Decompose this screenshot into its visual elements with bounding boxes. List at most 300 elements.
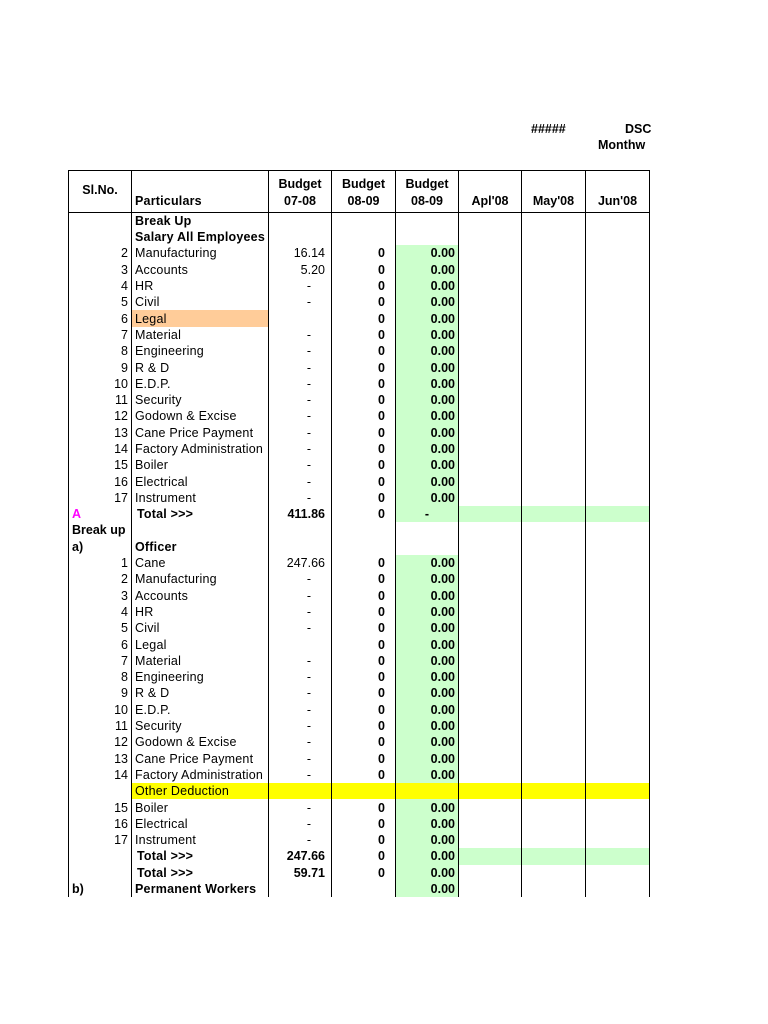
cell-sl[interactable]: 8 [69,343,132,359]
cell-apr[interactable] [459,816,522,832]
cell-budget-0809[interactable]: 0 [332,327,396,343]
cell-budget-0708[interactable]: - [269,653,332,669]
cell-particulars[interactable]: HR [132,604,269,620]
cell-budget-0809[interactable]: 0 [332,848,396,864]
cell-jun[interactable] [586,229,650,245]
cell-budget-0708[interactable] [269,522,332,538]
cell-sl[interactable]: 1 [69,555,132,571]
cell-budget-0809-b[interactable]: 0.00 [396,799,459,815]
cell-jun[interactable] [586,783,650,799]
cell-may[interactable] [522,457,586,473]
cell-budget-0809[interactable]: 0 [332,359,396,375]
cell-budget-0809[interactable]: 0 [332,555,396,571]
col-header-budget-0809-b[interactable]: Budget 08-09 [396,171,459,213]
cell-apr[interactable] [459,294,522,310]
cell-jun[interactable] [586,457,650,473]
cell-budget-0809-b[interactable]: 0.00 [396,604,459,620]
cell-budget-0809[interactable]: 0 [332,751,396,767]
cell-sl[interactable] [69,213,132,230]
cell-sl[interactable]: a) [69,539,132,555]
cell-budget-0809[interactable]: 0 [332,636,396,652]
cell-jun[interactable] [586,539,650,555]
cell-budget-0708[interactable]: - [269,734,332,750]
cell-budget-0708[interactable]: - [269,702,332,718]
cell-budget-0809[interactable]: 0 [332,799,396,815]
cell-particulars[interactable]: R & D [132,685,269,701]
cell-may[interactable] [522,799,586,815]
cell-particulars[interactable]: Legal [132,310,269,326]
cell-apr[interactable] [459,555,522,571]
cell-jun[interactable] [586,881,650,897]
cell-budget-0809-b[interactable]: 0.00 [396,262,459,278]
cell-apr[interactable] [459,588,522,604]
cell-budget-0708[interactable]: - [269,294,332,310]
cell-jun[interactable] [586,669,650,685]
cell-budget-0708[interactable] [269,310,332,326]
cell-may[interactable] [522,343,586,359]
cell-apr[interactable] [459,751,522,767]
cell-budget-0809-b[interactable]: 0.00 [396,376,459,392]
cell-budget-0809[interactable]: 0 [332,718,396,734]
cell-jun[interactable] [586,245,650,261]
cell-particulars[interactable]: Electrical [132,473,269,489]
cell-apr[interactable] [459,359,522,375]
cell-budget-0809-b[interactable]: 0.00 [396,571,459,587]
cell-apr[interactable] [459,408,522,424]
cell-may[interactable] [522,490,586,506]
col-header-may[interactable]: May'08 [522,171,586,213]
cell-jun[interactable] [586,441,650,457]
cell-jun[interactable] [586,604,650,620]
cell-budget-0809[interactable]: 0 [332,490,396,506]
cell-may[interactable] [522,636,586,652]
cell-sl[interactable]: 4 [69,278,132,294]
cell-particulars[interactable]: Accounts [132,262,269,278]
cell-jun[interactable] [586,359,650,375]
cell-particulars[interactable]: Civil [132,294,269,310]
cell-budget-0708[interactable]: - [269,718,332,734]
cell-may[interactable] [522,685,586,701]
cell-apr[interactable] [459,343,522,359]
cell-jun[interactable] [586,278,650,294]
cell-budget-0809-b[interactable]: 0.00 [396,294,459,310]
cell-budget-0708[interactable]: - [269,490,332,506]
cell-jun[interactable] [586,588,650,604]
cell-budget-0708[interactable]: - [269,620,332,636]
cell-apr[interactable] [459,473,522,489]
cell-budget-0809[interactable]: 0 [332,343,396,359]
cell-particulars[interactable]: Engineering [132,343,269,359]
cell-may[interactable] [522,767,586,783]
cell-budget-0809-b[interactable]: - [396,506,459,522]
cell-budget-0809-b[interactable]: 0.00 [396,310,459,326]
cell-budget-0708[interactable]: - [269,685,332,701]
cell-apr[interactable] [459,865,522,881]
cell-budget-0809[interactable] [332,229,396,245]
cell-particulars[interactable]: E.D.P. [132,376,269,392]
cell-apr[interactable] [459,718,522,734]
cell-sl[interactable]: 4 [69,604,132,620]
cell-budget-0708[interactable]: 247.66 [269,848,332,864]
cell-sl[interactable]: 3 [69,588,132,604]
cell-budget-0809[interactable]: 0 [332,441,396,457]
cell-may[interactable] [522,571,586,587]
cell-budget-0809-b[interactable]: 0.00 [396,865,459,881]
cell-apr[interactable] [459,685,522,701]
cell-particulars[interactable]: Security [132,718,269,734]
cell-may[interactable] [522,555,586,571]
cell-particulars[interactable]: Total >>> [132,506,269,522]
cell-budget-0708[interactable]: - [269,816,332,832]
cell-budget-0809[interactable]: 0 [332,816,396,832]
cell-particulars[interactable]: Instrument [132,490,269,506]
cell-budget-0809[interactable]: 0 [332,669,396,685]
cell-budget-0708[interactable]: - [269,767,332,783]
cell-jun[interactable] [586,832,650,848]
cell-budget-0809-b[interactable]: 0.00 [396,669,459,685]
cell-particulars[interactable]: Cane Price Payment [132,425,269,441]
cell-budget-0809-b[interactable]: 0.00 [396,702,459,718]
cell-budget-0809-b[interactable]: 0.00 [396,359,459,375]
cell-apr[interactable] [459,702,522,718]
cell-apr[interactable] [459,848,522,864]
cell-jun[interactable] [586,734,650,750]
cell-sl[interactable]: b) [69,881,132,897]
cell-budget-0708[interactable]: 247.66 [269,555,332,571]
cell-particulars[interactable]: Legal [132,636,269,652]
cell-budget-0708[interactable]: - [269,376,332,392]
cell-particulars[interactable]: Other Deduction [132,783,269,799]
cell-sl[interactable]: 2 [69,571,132,587]
cell-sl[interactable]: 8 [69,669,132,685]
cell-sl[interactable]: Break up [69,522,132,538]
cell-apr[interactable] [459,245,522,261]
cell-may[interactable] [522,832,586,848]
cell-may[interactable] [522,588,586,604]
cell-particulars[interactable]: Electrical [132,816,269,832]
cell-apr[interactable] [459,767,522,783]
cell-budget-0809-b[interactable]: 0.00 [396,245,459,261]
cell-particulars[interactable]: Factory Administration [132,767,269,783]
col-header-sl[interactable]: Sl.No. [69,171,132,213]
cell-apr[interactable] [459,425,522,441]
cell-jun[interactable] [586,685,650,701]
cell-jun[interactable] [586,620,650,636]
cell-budget-0809[interactable]: 0 [332,620,396,636]
cell-apr[interactable] [459,392,522,408]
cell-budget-0809-b[interactable]: 0.00 [396,555,459,571]
cell-particulars[interactable]: Salary All Employees [132,229,269,245]
cell-apr[interactable] [459,229,522,245]
cell-budget-0809-b[interactable]: 0.00 [396,767,459,783]
cell-apr[interactable] [459,213,522,230]
cell-sl[interactable] [69,783,132,799]
cell-budget-0809[interactable]: 0 [332,457,396,473]
cell-may[interactable] [522,751,586,767]
cell-budget-0809-b[interactable] [396,229,459,245]
cell-budget-0809-b[interactable]: 0.00 [396,392,459,408]
cell-budget-0708[interactable]: - [269,604,332,620]
cell-budget-0708[interactable]: 5.20 [269,262,332,278]
cell-sl[interactable]: 7 [69,327,132,343]
cell-budget-0708[interactable]: - [269,571,332,587]
cell-sl[interactable]: 6 [69,310,132,326]
cell-budget-0809-b[interactable]: 0.00 [396,816,459,832]
cell-may[interactable] [522,669,586,685]
cell-may[interactable] [522,865,586,881]
cell-particulars[interactable]: Civil [132,620,269,636]
cell-budget-0809-b[interactable]: 0.00 [396,881,459,897]
cell-budget-0809[interactable]: 0 [332,408,396,424]
cell-budget-0708[interactable]: - [269,278,332,294]
cell-may[interactable] [522,408,586,424]
cell-budget-0809-b[interactable]: 0.00 [396,473,459,489]
cell-budget-0809-b[interactable]: 0.00 [396,832,459,848]
cell-budget-0809-b[interactable]: 0.00 [396,751,459,767]
cell-sl[interactable] [69,848,132,864]
cell-may[interactable] [522,848,586,864]
cell-apr[interactable] [459,310,522,326]
cell-sl[interactable]: 13 [69,751,132,767]
cell-may[interactable] [522,310,586,326]
cell-budget-0809[interactable] [332,539,396,555]
cell-jun[interactable] [586,522,650,538]
col-header-budget-0809[interactable]: Budget 08-09 [332,171,396,213]
cell-sl[interactable]: 16 [69,816,132,832]
cell-jun[interactable] [586,718,650,734]
cell-jun[interactable] [586,473,650,489]
cell-sl[interactable]: A [69,506,132,522]
cell-apr[interactable] [459,881,522,897]
cell-budget-0809[interactable]: 0 [332,294,396,310]
cell-budget-0708[interactable]: - [269,408,332,424]
cell-apr[interactable] [459,262,522,278]
cell-particulars[interactable]: Boiler [132,799,269,815]
cell-budget-0809[interactable]: 0 [332,702,396,718]
cell-apr[interactable] [459,506,522,522]
cell-budget-0708[interactable]: 59.71 [269,865,332,881]
cell-budget-0809[interactable] [332,783,396,799]
cell-particulars[interactable]: Manufacturing [132,571,269,587]
cell-budget-0809-b[interactable]: 0.00 [396,636,459,652]
cell-apr[interactable] [459,490,522,506]
cell-budget-0809[interactable]: 0 [332,392,396,408]
cell-budget-0809-b[interactable]: 0.00 [396,685,459,701]
cell-may[interactable] [522,620,586,636]
cell-may[interactable] [522,441,586,457]
cell-budget-0809[interactable]: 0 [332,376,396,392]
cell-may[interactable] [522,245,586,261]
cell-jun[interactable] [586,490,650,506]
cell-may[interactable] [522,604,586,620]
cell-budget-0708[interactable] [269,229,332,245]
cell-may[interactable] [522,702,586,718]
cell-particulars[interactable]: Accounts [132,588,269,604]
cell-apr[interactable] [459,278,522,294]
cell-sl[interactable] [69,865,132,881]
cell-budget-0809-b[interactable]: 0.00 [396,653,459,669]
cell-budget-0809-b[interactable]: 0.00 [396,343,459,359]
cell-budget-0708[interactable] [269,213,332,230]
cell-budget-0708[interactable]: - [269,799,332,815]
cell-may[interactable] [522,506,586,522]
cell-may[interactable] [522,294,586,310]
cell-sl[interactable]: 3 [69,262,132,278]
cell-particulars[interactable]: Factory Administration [132,441,269,457]
cell-particulars[interactable]: Cane Price Payment [132,751,269,767]
cell-budget-0708[interactable]: - [269,588,332,604]
cell-particulars[interactable]: E.D.P. [132,702,269,718]
cell-particulars[interactable]: HR [132,278,269,294]
cell-budget-0809-b[interactable]: 0.00 [396,490,459,506]
col-header-apr[interactable]: Apl'08 [459,171,522,213]
cell-budget-0809[interactable]: 0 [332,425,396,441]
cell-jun[interactable] [586,213,650,230]
cell-sl[interactable]: 10 [69,376,132,392]
cell-particulars[interactable]: Engineering [132,669,269,685]
cell-sl[interactable]: 15 [69,799,132,815]
cell-budget-0809[interactable]: 0 [332,473,396,489]
cell-budget-0809-b[interactable]: 0.00 [396,718,459,734]
cell-budget-0809-b[interactable]: 0.00 [396,278,459,294]
cell-sl[interactable]: 2 [69,245,132,261]
cell-sl[interactable]: 15 [69,457,132,473]
cell-budget-0809-b[interactable]: 0.00 [396,327,459,343]
cell-budget-0809[interactable]: 0 [332,865,396,881]
cell-may[interactable] [522,539,586,555]
cell-budget-0708[interactable] [269,539,332,555]
cell-budget-0809-b[interactable]: 0.00 [396,408,459,424]
cell-may[interactable] [522,718,586,734]
cell-particulars[interactable]: Officer [132,539,269,555]
cell-jun[interactable] [586,865,650,881]
cell-sl[interactable]: 5 [69,294,132,310]
cell-may[interactable] [522,653,586,669]
cell-jun[interactable] [586,702,650,718]
cell-budget-0809-b[interactable]: 0.00 [396,457,459,473]
cell-particulars[interactable]: Instrument [132,832,269,848]
cell-sl[interactable]: 6 [69,636,132,652]
cell-jun[interactable] [586,799,650,815]
cell-apr[interactable] [459,376,522,392]
cell-budget-0708[interactable]: - [269,473,332,489]
cell-jun[interactable] [586,294,650,310]
cell-jun[interactable] [586,408,650,424]
cell-budget-0708[interactable] [269,783,332,799]
cell-budget-0809-b[interactable]: 0.00 [396,620,459,636]
cell-may[interactable] [522,734,586,750]
cell-apr[interactable] [459,653,522,669]
cell-budget-0809[interactable]: 0 [332,685,396,701]
cell-particulars[interactable]: Material [132,653,269,669]
cell-sl[interactable]: 17 [69,490,132,506]
cell-may[interactable] [522,522,586,538]
cell-budget-0809[interactable]: 0 [332,310,396,326]
cell-budget-0809[interactable]: 0 [332,734,396,750]
cell-budget-0708[interactable]: - [269,832,332,848]
cell-budget-0809[interactable]: 0 [332,604,396,620]
cell-budget-0809[interactable]: 0 [332,571,396,587]
cell-may[interactable] [522,278,586,294]
col-header-budget-0708[interactable]: Budget 07-08 [269,171,332,213]
cell-sl[interactable] [69,229,132,245]
cell-jun[interactable] [586,262,650,278]
cell-budget-0708[interactable]: - [269,343,332,359]
cell-budget-0809[interactable]: 0 [332,832,396,848]
cell-sl[interactable]: 12 [69,408,132,424]
cell-jun[interactable] [586,310,650,326]
cell-may[interactable] [522,425,586,441]
cell-apr[interactable] [459,783,522,799]
cell-may[interactable] [522,392,586,408]
cell-jun[interactable] [586,425,650,441]
cell-sl[interactable]: 14 [69,767,132,783]
cell-may[interactable] [522,229,586,245]
cell-particulars[interactable]: Cane [132,555,269,571]
cell-jun[interactable] [586,571,650,587]
cell-particulars[interactable]: Boiler [132,457,269,473]
cell-jun[interactable] [586,767,650,783]
cell-budget-0708[interactable]: - [269,457,332,473]
cell-jun[interactable] [586,343,650,359]
cell-budget-0809[interactable]: 0 [332,653,396,669]
cell-sl[interactable]: 11 [69,392,132,408]
cell-sl[interactable]: 10 [69,702,132,718]
cell-jun[interactable] [586,392,650,408]
cell-budget-0809-b[interactable] [396,539,459,555]
cell-budget-0708[interactable]: 411.86 [269,506,332,522]
cell-budget-0708[interactable] [269,881,332,897]
cell-jun[interactable] [586,816,650,832]
cell-apr[interactable] [459,441,522,457]
cell-particulars[interactable]: Godown & Excise [132,408,269,424]
col-header-particulars[interactable]: Particulars [132,171,269,213]
cell-budget-0809-b[interactable]: 0.00 [396,734,459,750]
cell-sl[interactable]: 9 [69,359,132,375]
col-header-jun[interactable]: Jun'08 [586,171,650,213]
cell-may[interactable] [522,213,586,230]
cell-may[interactable] [522,473,586,489]
cell-apr[interactable] [459,571,522,587]
cell-sl[interactable]: 16 [69,473,132,489]
cell-particulars[interactable]: Material [132,327,269,343]
cell-budget-0809[interactable] [332,213,396,230]
cell-apr[interactable] [459,734,522,750]
cell-budget-0809[interactable]: 0 [332,262,396,278]
cell-budget-0809-b[interactable]: 0.00 [396,848,459,864]
cell-sl[interactable]: 17 [69,832,132,848]
cell-may[interactable] [522,816,586,832]
cell-sl[interactable]: 14 [69,441,132,457]
cell-budget-0809[interactable]: 0 [332,767,396,783]
cell-particulars[interactable] [132,522,269,538]
cell-budget-0708[interactable]: - [269,441,332,457]
cell-apr[interactable] [459,457,522,473]
cell-particulars[interactable]: Permanent Workers [132,881,269,897]
cell-budget-0809[interactable] [332,881,396,897]
cell-sl[interactable]: 7 [69,653,132,669]
cell-sl[interactable]: 9 [69,685,132,701]
cell-apr[interactable] [459,522,522,538]
cell-may[interactable] [522,359,586,375]
cell-particulars[interactable]: Break Up [132,213,269,230]
cell-jun[interactable] [586,506,650,522]
cell-budget-0809[interactable]: 0 [332,506,396,522]
cell-jun[interactable] [586,653,650,669]
cell-particulars[interactable]: Godown & Excise [132,734,269,750]
cell-budget-0809[interactable]: 0 [332,278,396,294]
cell-budget-0809-b[interactable] [396,783,459,799]
